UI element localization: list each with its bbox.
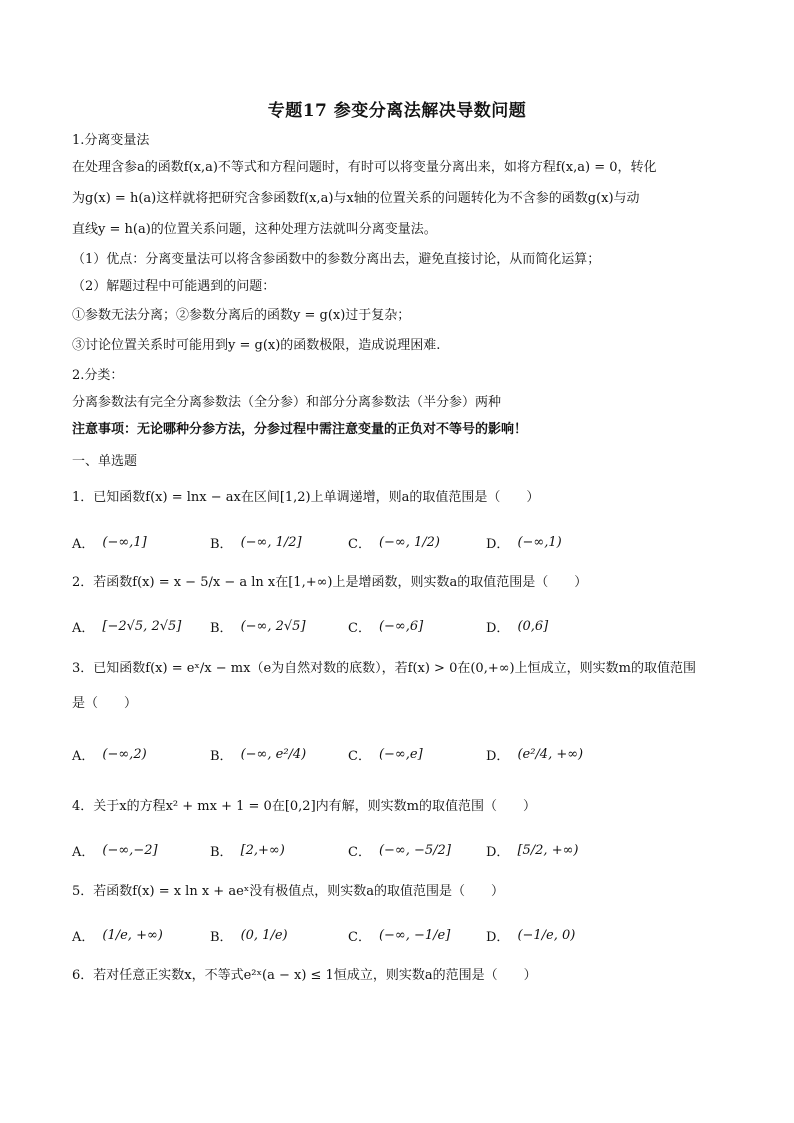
question-2-stem: 2．若函数f(x) = x − 5/x − a ln x在[1,+∞)上是增函数，则实数a的取值范围是（ ） <box>72 575 588 590</box>
question-4-options <box>72 830 732 870</box>
option-d[interactable]: D． [5/2, +∞) <box>486 842 579 860</box>
option-a[interactable]: A． (1/e, +∞) <box>72 927 163 945</box>
option-d[interactable]: D． (−∞,1) <box>486 534 562 552</box>
option-d[interactable]: D． (−1/e, 0) <box>486 927 576 945</box>
option-a[interactable]: A． [−2√5, 2√5] <box>72 618 182 636</box>
section-heading: 一、单选题 <box>72 454 138 469</box>
question-1-stem: 1．已知函数f(x) = lnx − ax在区间[1,2)上单调递增，则a的取值范围是（ ） <box>72 490 540 505</box>
option-a[interactable]: A． (−∞,−2] <box>72 842 158 860</box>
intro-paragraph-line-3: 直线y = h(a)的位置关系问题，这种处理方法就叫分离变量法。 <box>72 222 437 237</box>
option-c[interactable]: C． (−∞, −5/2] <box>348 842 451 860</box>
note-text: 注意事项：无论哪种分参方法，分参过程中需注意变量的正负对不等号的影响！ <box>72 422 528 437</box>
intro-paragraph-line-1: 在处理含参a的函数f(x,a)不等式和方程问题时，有时可以将变量分离出来，如将方程f(x,a) = 0，转化 <box>72 160 657 175</box>
option-c[interactable]: C． (−∞,6] <box>348 618 424 636</box>
classification-text: 分离参数法有完全分离参数法（全分参）和部分分离参数法（半分参）两种 <box>72 395 502 410</box>
page-title: 专题17 参变分离法解决导数问题 <box>267 101 527 121</box>
option-c[interactable]: C． (−∞,e] <box>348 746 423 764</box>
problems-heading: （2）解题过程中可能遇到的问题： <box>72 279 276 294</box>
question-3-stem-line-1: 3．已知函数f(x) = eˣ/x − mx（e为自然对数的底数），若f(x) > 0在(0,+∞)上恒成立，则实数m的取值范围 <box>72 661 696 676</box>
problem-item-2: ③讨论位置关系时可能用到y = g(x)的函数极限，造成说理困难. <box>72 338 441 353</box>
question-2-options <box>72 606 732 646</box>
option-a[interactable]: A． (−∞,2) <box>72 746 147 764</box>
option-b[interactable]: B． (−∞, e²/4) <box>210 746 307 764</box>
option-b[interactable]: B． [2,+∞) <box>210 842 285 860</box>
question-1-options <box>72 522 732 562</box>
option-d[interactable]: D． (0,6] <box>486 618 549 636</box>
option-b[interactable]: B． (0, 1/e) <box>210 927 288 945</box>
heading-classification: 2.分类： <box>72 368 124 383</box>
question-6-stem: 6．若对任意正实数x，不等式e²ˣ(a − x) ≤ 1恒成立，则实数a的范围是（ ） <box>72 968 537 983</box>
question-3-stem-line-2: 是（ ） <box>72 696 138 711</box>
question-5-stem: 5．若函数f(x) = x ln x + aeˣ没有极值点，则实数a的取值范围是（ ） <box>72 884 505 899</box>
option-c[interactable]: C． (−∞, 1/2) <box>348 534 441 552</box>
question-5-options <box>72 915 732 955</box>
question-4-stem: 4．关于x的方程x² + mx + 1 = 0在[0,2]内有解，则实数m的取值范围（ ） <box>72 799 536 814</box>
problem-item-1: ①参数无法分离；②参数分离后的函数y = g(x)过于复杂； <box>72 308 411 323</box>
option-c[interactable]: C． (−∞, −1/e] <box>348 927 451 945</box>
option-a[interactable]: A． (−∞,1] <box>72 534 147 552</box>
advantage-text: （1）优点：分离变量法可以将含参函数中的参数分离出去，避免直接讨论，从而简化运算； <box>72 252 601 267</box>
question-3-options <box>72 734 732 774</box>
heading-separation-method: 1.分离变量法 <box>72 133 150 148</box>
option-b[interactable]: B． (−∞, 2√5] <box>210 618 306 636</box>
intro-paragraph-line-2: 为g(x) = h(a)这样就将把研究含参函数f(x,a)与x轴的位置关系的问题转化为不含参的函数g(x)与动 <box>72 191 640 206</box>
option-b[interactable]: B． (−∞, 1/2] <box>210 534 302 552</box>
option-d[interactable]: D． (e²/4, +∞) <box>486 746 584 764</box>
